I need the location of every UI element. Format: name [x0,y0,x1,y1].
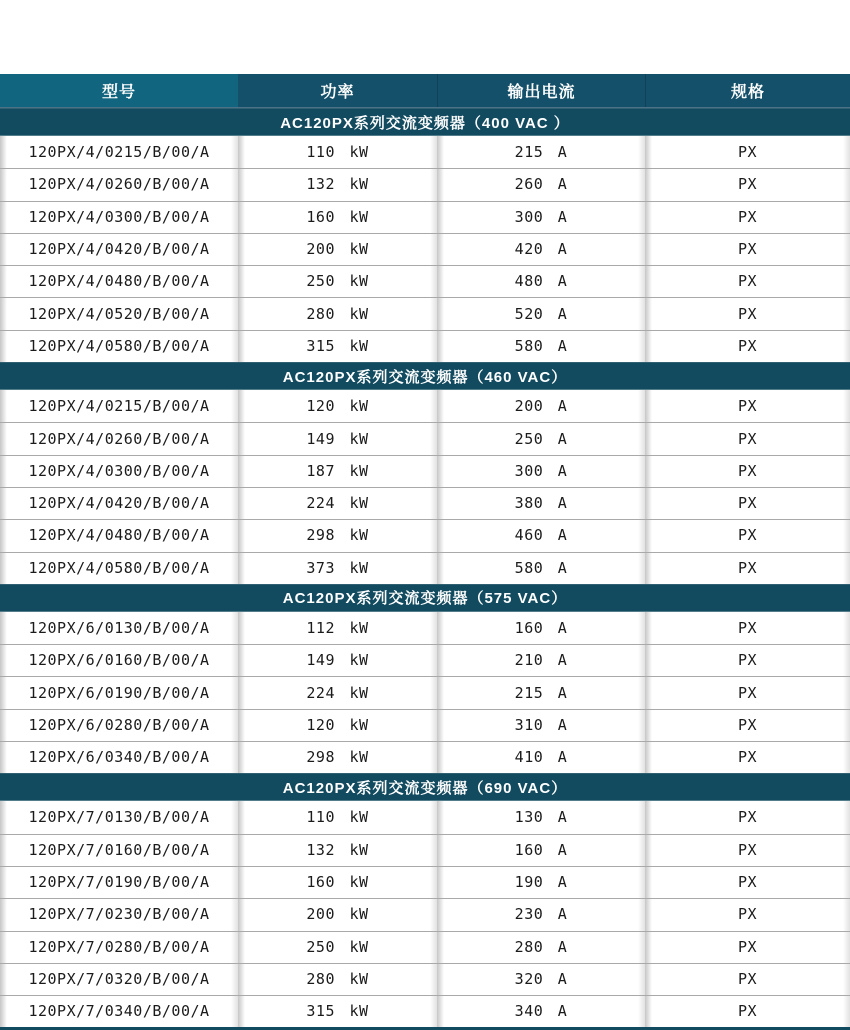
spec-row [0,741,850,773]
spec-row [0,201,850,233]
spec-row [0,995,850,1027]
section-band: AC120PX系列交流变频器（460 VAC） [0,362,850,390]
model-cell: 120PX/7/0190/B/00/A [0,866,238,898]
current-cell: 160 A [437,834,645,866]
model-cell: 120PX/7/0340/B/00/A [0,995,238,1027]
current-cell: 300 A [437,455,645,487]
spec-cell: PX [645,963,850,995]
spec-row [0,866,850,898]
section-band: AC120PX系列交流变频器（690 VAC） [0,773,850,801]
current-cell: 420 A [437,233,645,265]
current-cell: 260 A [437,168,645,200]
model-cell: 120PX/4/0480/B/00/A [0,265,238,297]
power-cell: 298 kW [238,741,437,773]
power-cell: 250 kW [238,265,437,297]
model-cell: 120PX/6/0130/B/00/A [0,612,238,644]
spec-row [0,519,850,551]
spec-cell: PX [645,834,850,866]
power-cell: 200 kW [238,233,437,265]
spec-cell: PX [645,265,850,297]
power-cell: 112 kW [238,612,437,644]
section-band: AC120PX系列交流变频器（400 VAC ） [0,108,850,136]
power-cell: 280 kW [238,963,437,995]
spec-cell: PX [645,136,850,168]
spec-row [0,422,850,454]
spec-row [0,330,850,362]
spec-table [0,74,850,1030]
spec-cell: PX [645,201,850,233]
spec-row [0,136,850,168]
power-cell: 224 kW [238,676,437,708]
spec-cell: PX [645,422,850,454]
spec-cell: PX [645,552,850,584]
current-cell: 280 A [437,931,645,963]
power-cell: 224 kW [238,487,437,519]
model-cell: 120PX/7/0320/B/00/A [0,963,238,995]
power-cell: 149 kW [238,422,437,454]
spec-cell: PX [645,519,850,551]
power-cell: 315 kW [238,995,437,1027]
spec-cell: PX [645,487,850,519]
power-cell: 120 kW [238,709,437,741]
spec-row [0,644,850,676]
col-header-current: 输出电流 [437,74,645,107]
col-header-model: 型号 [0,74,238,107]
model-cell: 120PX/4/0480/B/00/A [0,519,238,551]
spec-row [0,233,850,265]
current-cell: 300 A [437,201,645,233]
model-cell: 120PX/6/0340/B/00/A [0,741,238,773]
model-cell: 120PX/4/0260/B/00/A [0,422,238,454]
spec-row [0,963,850,995]
spec-cell: PX [645,168,850,200]
spec-cell: PX [645,330,850,362]
model-cell: 120PX/4/0300/B/00/A [0,201,238,233]
spec-cell: PX [645,741,850,773]
model-cell: 120PX/7/0160/B/00/A [0,834,238,866]
spec-row [0,297,850,329]
spec-cell: PX [645,995,850,1027]
spec-row [0,709,850,741]
power-cell: 160 kW [238,866,437,898]
power-cell: 110 kW [238,801,437,833]
power-cell: 298 kW [238,519,437,551]
spec-cell: PX [645,866,850,898]
table-body [0,108,850,1027]
power-cell: 120 kW [238,390,437,422]
spec-row [0,487,850,519]
current-cell: 310 A [437,709,645,741]
current-cell: 215 A [437,136,645,168]
spec-row [0,265,850,297]
current-cell: 580 A [437,330,645,362]
spec-row [0,898,850,930]
power-cell: 373 kW [238,552,437,584]
col-header-power: 功率 [238,74,437,107]
spec-row [0,390,850,422]
power-cell: 200 kW [238,898,437,930]
current-cell: 460 A [437,519,645,551]
model-cell: 120PX/7/0280/B/00/A [0,931,238,963]
power-cell: 132 kW [238,834,437,866]
current-cell: 200 A [437,390,645,422]
spec-row [0,676,850,708]
current-cell: 250 A [437,422,645,454]
current-cell: 520 A [437,297,645,329]
model-cell: 120PX/4/0580/B/00/A [0,330,238,362]
model-cell: 120PX/4/0420/B/00/A [0,487,238,519]
spec-cell: PX [645,676,850,708]
current-cell: 215 A [437,676,645,708]
model-cell: 120PX/7/0130/B/00/A [0,801,238,833]
current-cell: 190 A [437,866,645,898]
model-cell: 120PX/4/0215/B/00/A [0,136,238,168]
spec-cell: PX [645,390,850,422]
current-cell: 130 A [437,801,645,833]
current-cell: 480 A [437,265,645,297]
spec-row [0,168,850,200]
section-band: AC120PX系列交流变频器（575 VAC） [0,584,850,612]
spec-cell: PX [645,644,850,676]
spec-cell: PX [645,709,850,741]
spec-row [0,834,850,866]
spec-row [0,612,850,644]
spec-cell: PX [645,931,850,963]
spec-row [0,801,850,833]
power-cell: 160 kW [238,201,437,233]
current-cell: 580 A [437,552,645,584]
current-cell: 410 A [437,741,645,773]
power-cell: 187 kW [238,455,437,487]
spec-row [0,552,850,584]
model-cell: 120PX/7/0230/B/00/A [0,898,238,930]
current-cell: 340 A [437,995,645,1027]
model-cell: 120PX/4/0580/B/00/A [0,552,238,584]
current-cell: 230 A [437,898,645,930]
power-cell: 315 kW [238,330,437,362]
power-cell: 149 kW [238,644,437,676]
current-cell: 380 A [437,487,645,519]
spec-cell: PX [645,801,850,833]
model-cell: 120PX/4/0300/B/00/A [0,455,238,487]
current-cell: 320 A [437,963,645,995]
model-cell: 120PX/4/0260/B/00/A [0,168,238,200]
col-header-spec: 规格 [645,74,850,107]
power-cell: 250 kW [238,931,437,963]
power-cell: 280 kW [238,297,437,329]
spec-row [0,455,850,487]
model-cell: 120PX/6/0160/B/00/A [0,644,238,676]
model-cell: 120PX/4/0215/B/00/A [0,390,238,422]
current-cell: 210 A [437,644,645,676]
spec-cell: PX [645,898,850,930]
power-cell: 132 kW [238,168,437,200]
power-cell: 110 kW [238,136,437,168]
spec-row [0,931,850,963]
model-cell: 120PX/4/0520/B/00/A [0,297,238,329]
spec-cell: PX [645,612,850,644]
model-cell: 120PX/6/0280/B/00/A [0,709,238,741]
spec-cell: PX [645,297,850,329]
table-header-row [0,74,850,108]
model-cell: 120PX/6/0190/B/00/A [0,676,238,708]
spec-cell: PX [645,455,850,487]
model-cell: 120PX/4/0420/B/00/A [0,233,238,265]
current-cell: 160 A [437,612,645,644]
spec-cell: PX [645,233,850,265]
